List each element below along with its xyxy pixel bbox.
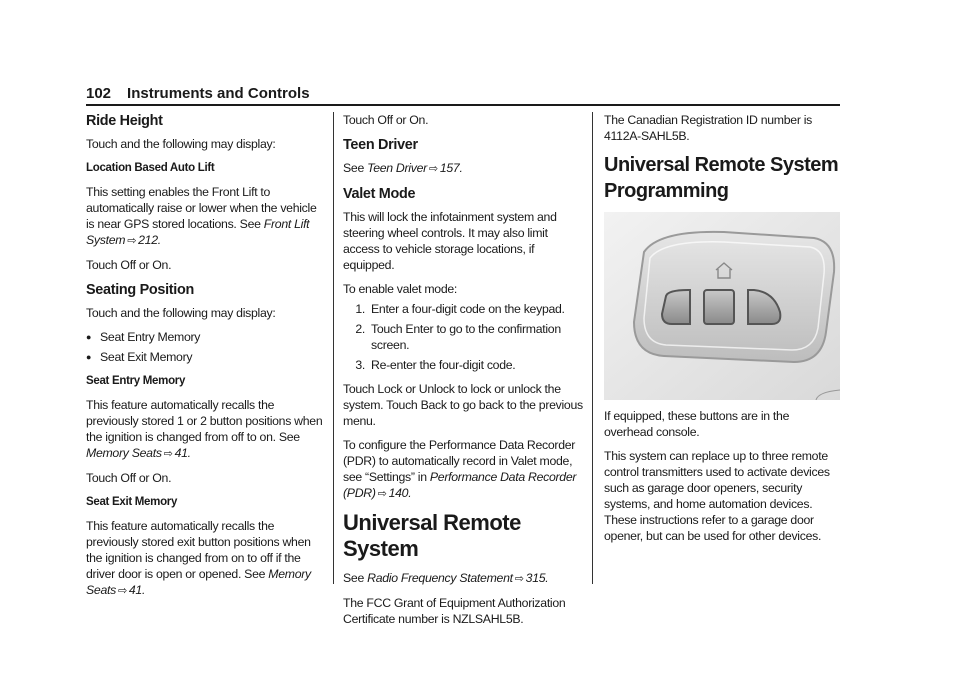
overhead-console-buttons-image <box>604 212 840 400</box>
ref-memory-seats[interactable]: Memory Seats <box>86 567 311 597</box>
heading-teen-driver: Teen Driver <box>343 137 418 153</box>
ref-page[interactable]: 315 <box>525 571 546 585</box>
column-3 <box>604 112 840 552</box>
list-item: ● Seat Exit Memory <box>86 349 324 365</box>
ref-page[interactable]: 41 <box>174 446 188 460</box>
remote-button-1 <box>662 290 690 324</box>
page-reference-arrow-icon: ⇨ <box>127 235 137 247</box>
page-reference-arrow-icon: ⇨ <box>117 585 127 597</box>
page-reference-arrow-icon: ⇨ <box>428 163 438 175</box>
page-number: 102 <box>86 85 112 102</box>
seat-entry-body: This feature automatically recalls the previously stored 1 or 2 button positions when the ignition is changed from off to on. See Memory Seats ⇨ 41. <box>86 398 323 460</box>
valet-enable: To enable valet mode: <box>343 282 458 296</box>
valet-body: This will lock the infotainment system and steering wheel controls. It may also limit access to vehicle storage locations, if equipped. <box>343 210 557 272</box>
ref-teen-driver[interactable]: Teen Driver <box>367 161 427 175</box>
page-reference-arrow-icon: ⇨ <box>377 488 387 500</box>
list-item: ● Seat Entry Memory <box>86 329 324 345</box>
column-1 <box>86 112 324 607</box>
heading-valet-mode: Valet Mode <box>343 186 416 202</box>
ref-front-lift-system[interactable]: Front Lift System <box>86 217 310 247</box>
teen-driver-see: See Teen Driver ⇨ 157. <box>343 161 463 175</box>
ride-height-toggle: Touch Off or On. <box>86 258 172 272</box>
page-reference-arrow-icon: ⇨ <box>163 448 173 460</box>
urs-description: This system can replace up to three remote control transmitters used to activate devices such as garage door openers, security systems, and home automation devices. These instructions refer to a garage door opener, but can be used for other devices. <box>604 449 830 543</box>
canadian-registration: The Canadian Registration ID number is 4112A-SAHL5B. <box>604 113 813 143</box>
page-reference-arrow-icon: ⇨ <box>514 573 524 585</box>
seating-bullets <box>86 329 324 365</box>
heading-seating-position: Seating Position <box>86 282 194 298</box>
urs-location: If equipped, these buttons are in the overhead console. <box>604 409 790 439</box>
column-2 <box>343 112 583 635</box>
ref-page[interactable]: 157 <box>439 161 460 175</box>
ride-height-intro: Touch and the following may display: <box>86 137 276 151</box>
heading-universal-remote-system: Universal Remote System <box>343 510 521 561</box>
page-header <box>86 84 840 106</box>
seating-intro: Touch and the following may display: <box>86 306 276 320</box>
remote-button-2 <box>704 290 734 324</box>
ref-page[interactable]: 140 <box>388 486 409 500</box>
column-divider <box>592 112 593 584</box>
list-item: 2. Touch Enter to go to the confirmation screen. <box>355 322 561 352</box>
heading-urs-programming: Universal Remote System Programming <box>604 154 839 202</box>
ref-memory-seats[interactable]: Memory Seats <box>86 446 162 460</box>
seat-entry-toggle: Touch Off or On. <box>86 471 172 485</box>
column2-toggle: Touch Off or On. <box>343 113 429 127</box>
list-item: 1. Enter a four-digit code on the keypad. <box>355 302 565 316</box>
list-item: 3. Re-enter the four-digit code. <box>355 358 516 372</box>
section-title: Instruments and Controls <box>127 85 310 102</box>
ride-height-body: This setting enables the Front Lift to automatically raise or lower when the vehicle is near GPS stored locations. See Front Lift System ⇨ 212. <box>86 185 317 247</box>
heading-ride-height: Ride Height <box>86 113 163 129</box>
ref-radio-frequency-statement[interactable]: Radio Frequency Statement <box>367 571 513 585</box>
valet-lock: Touch Lock or Unlock to lock or unlock the system. Touch Back to go back to the previous menu. <box>343 382 583 428</box>
subheading-seat-entry: Seat Entry Memory <box>86 375 186 387</box>
valet-pdr: To configure the Performance Data Recorder (PDR) to automatically record in Valet mode, see “Settings” in Performance Data Recorder (PDR) ⇨ 140. <box>343 438 577 500</box>
seat-exit-body: This feature automatically recalls the previously stored exit button positions when the ignition is changed from on to off if the driver door is open or opened. See Memory Seats ⇨ 41. <box>86 519 311 597</box>
valet-steps <box>343 301 583 373</box>
ref-page[interactable]: 212 <box>138 233 158 247</box>
column-divider <box>333 112 334 584</box>
ref-page[interactable]: 41 <box>128 583 142 597</box>
subheading-seat-exit: Seat Exit Memory <box>86 496 178 508</box>
urs-fcc: The FCC Grant of Equipment Authorization Certificate number is NZLSAHL5B. <box>343 596 566 626</box>
urs-see: See Radio Frequency Statement ⇨ 315. <box>343 571 549 585</box>
ref-performance-data-recorder[interactable]: Performance Data Recorder (PDR) <box>343 470 577 500</box>
subheading-location-auto-lift: Location Based Auto Lift <box>86 162 215 174</box>
